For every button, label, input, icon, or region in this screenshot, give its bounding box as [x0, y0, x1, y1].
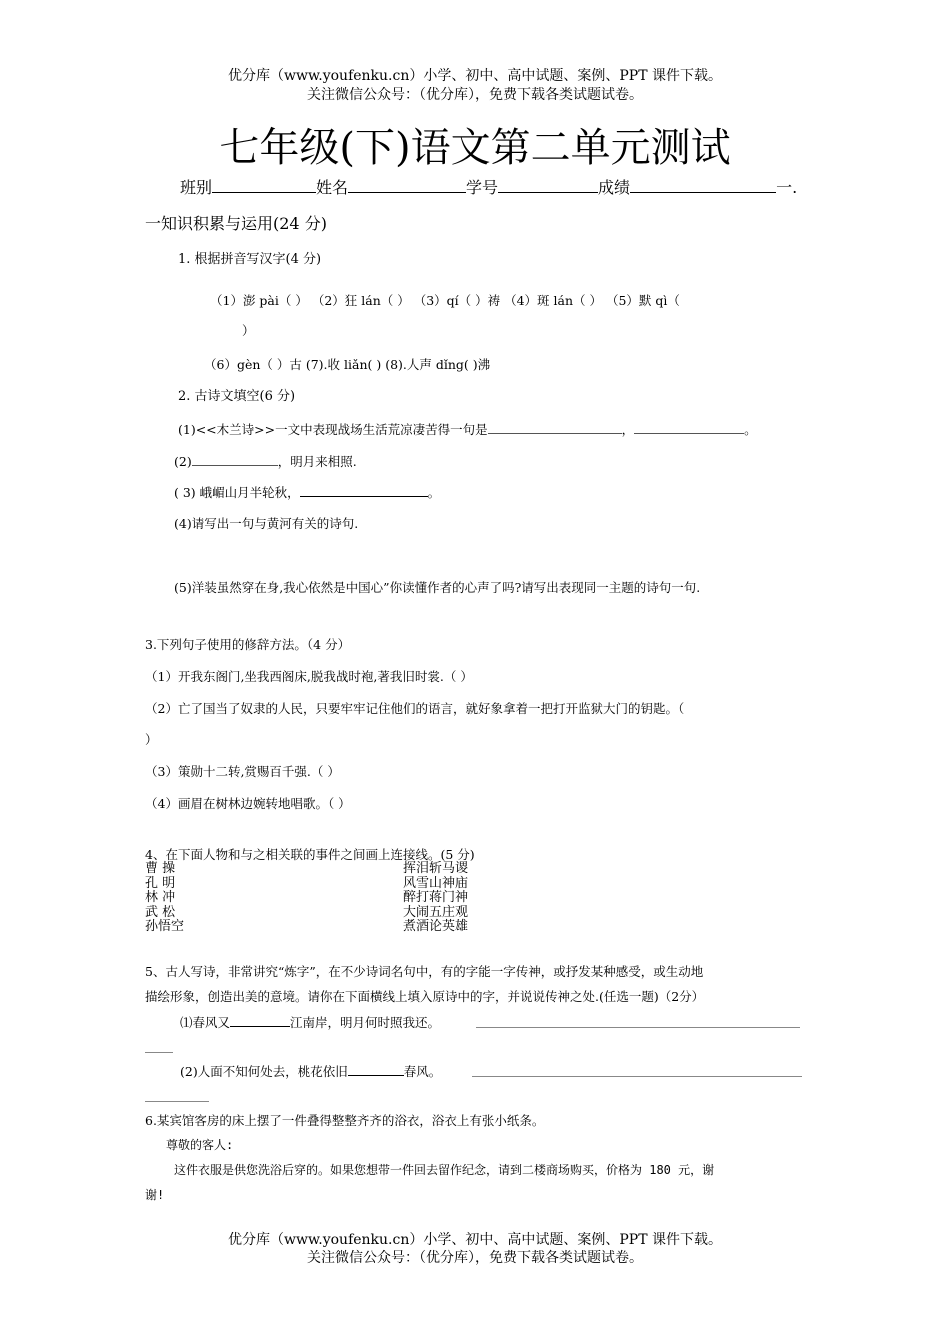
q3-title: 3.下列句子使用的修辞方法。（4 分）	[145, 637, 351, 652]
q3-item-2-cont: ）	[145, 732, 158, 747]
header-line-2: 关注微信公众号：（优分库），免费下载各类试题试卷。	[307, 87, 643, 103]
event-1[interactable]: 挥泪斩马谡	[403, 861, 469, 876]
header-line-1: 优分库（www.youfenku.cn）小学、初中、高中试题、案例、PPT 课件下载。	[227, 68, 722, 84]
q2-p1-sep: ，	[621, 422, 635, 437]
q1-row2: （6）gèn（ ）古 (7).收 liǎn( ) (8).人声 dǐng( )沸	[204, 357, 491, 372]
q5-p1-b: 江南岸，明月何时照我还。	[290, 1015, 441, 1030]
q2-p3-end: 。	[427, 485, 441, 500]
match-row	[145, 920, 468, 935]
q2-p1-blank-b[interactable]	[634, 420, 744, 434]
class-label: 班别	[180, 178, 213, 197]
name-blank[interactable]	[348, 178, 466, 193]
q1-row1-cont: ）	[242, 323, 255, 338]
match-row	[145, 891, 468, 906]
footer-line-1: 优分库（www.youfenku.cn）小学、初中、高中试题、案例、PPT 课件下载。	[227, 1232, 722, 1248]
name-label: 姓名	[316, 178, 349, 197]
q5-p2	[180, 1062, 441, 1080]
q2-p5: (5)洋装虽然穿在身,我心依然是中国心”你读懂作者的心声了吗?请写出表现同一主题的诗句一句.	[174, 580, 701, 595]
q5-p2-b: 春风。	[403, 1064, 442, 1079]
score-label: 成绩	[598, 178, 631, 197]
q2-p2-start: (2)	[174, 454, 192, 469]
q5-p2-answer-line-cont[interactable]	[145, 1101, 209, 1102]
q5-p1-answer-line-cont[interactable]	[145, 1052, 173, 1053]
event-2[interactable]: 风雪山神庙	[403, 875, 469, 891]
number-blank[interactable]	[498, 178, 598, 193]
q3-item-1: （1）开我东阁门,坐我西阁床,脱我战时袍,著我旧时裳.（ ）	[145, 669, 473, 684]
q2-p2	[174, 452, 357, 470]
person-5[interactable]: 孙悟空	[145, 919, 185, 934]
event-5[interactable]: 煮酒论英雄	[403, 919, 469, 934]
class-blank[interactable]	[212, 178, 316, 193]
q2-p1-text: (1)<<木兰诗>>一文中表现战场生活荒凉凄苦得一句是	[178, 422, 488, 437]
q6-body-1: 这件衣服是供您洗浴后穿的。如果您想带一件回去留作纪念，请到二楼商场购买，价格为 180 元，谢	[174, 1163, 715, 1177]
q2-title: 2. 古诗文填空(6 分)	[178, 389, 296, 404]
q6-body-2: 谢!	[145, 1188, 165, 1202]
q5-line-2: 描绘形象，创造出美的意境。请你在下面横线上填入原诗中的字，并说说传神之处.(任选一题)（2分）	[145, 989, 705, 1004]
q3-item-2: （2）亡了国当了奴隶的人民，只要牢牢记住他们的语言，就好象拿着一把打开监狱大门的钥匙。（	[145, 701, 685, 716]
match-row	[145, 906, 468, 921]
q5-line-1: 5、古人写诗，非常讲究“炼字”，在不少诗词名句中，有的字能一字传神，或抒发某种感受，或生动地	[145, 964, 704, 979]
q2-p3-text: ( 3) 峨嵋山月半轮秋，	[174, 485, 300, 500]
q2-p2-text: ，明月来相照.	[277, 454, 357, 469]
q5-p2-blank[interactable]	[348, 1062, 404, 1076]
person-4[interactable]: 武 松	[145, 904, 176, 920]
q2-p3	[174, 483, 440, 501]
event-4[interactable]: 大闹五庄观	[403, 904, 469, 920]
q1-row1: （1）澎 pài（ ） （2）狂 lán（ ） （3）qí（ ）祷 （4）斑 lán（ ） （5）默 qì（	[210, 293, 680, 308]
page-title: 七年级(下)语文第二单元测试	[219, 125, 731, 171]
q6-line-1: 6.某宾馆客房的床上摆了一件叠得整整齐齐的浴衣，浴衣上有张小纸条。	[145, 1113, 545, 1128]
person-3[interactable]: 林 冲	[145, 890, 176, 905]
q5-p2-answer-line[interactable]	[472, 1076, 802, 1077]
number-label: 学号	[466, 178, 499, 197]
person-2[interactable]: 孔 明	[145, 875, 176, 891]
q1-title: 1. 根据拼音写汉字(4 分)	[178, 252, 322, 267]
match-table	[145, 862, 468, 935]
score-blank[interactable]	[630, 178, 776, 193]
q3-item-4: （4）画眉在树林边婉转地唱歌。（ ）	[145, 796, 351, 811]
q2-p4: (4)请写出一句与黄河有关的诗句.	[174, 516, 359, 531]
q2-p1-end: 。	[744, 422, 757, 437]
q2-p3-blank[interactable]	[300, 483, 428, 497]
info-tail: 一.	[776, 178, 798, 197]
q5-p1-blank[interactable]	[230, 1013, 290, 1027]
q2-p2-blank[interactable]	[192, 452, 278, 466]
q3-item-3: （3）策勋十二转,赏赐百千强.（ ）	[145, 764, 340, 779]
q5-p1-a: ⑴春风又	[180, 1015, 231, 1030]
q5-p1-answer-line[interactable]	[476, 1027, 800, 1028]
footer-line-2: 关注微信公众号：（优分库），免费下载各类试题试卷。	[307, 1250, 643, 1266]
q4-title: 4、在下面人物和与之相关联的事件之间画上连接线。(5 分)	[145, 847, 475, 862]
q5-p1	[180, 1013, 440, 1031]
q5-p2-a: (2)人面不知何处去，桃花依旧	[180, 1064, 348, 1079]
info-line	[180, 178, 797, 198]
match-row	[145, 862, 468, 877]
q6-greeting: 尊敬的客人:	[166, 1138, 234, 1152]
q2-p1	[178, 420, 757, 438]
match-row	[145, 877, 468, 892]
section1-title: 一知识积累与运用(24 分)	[145, 214, 327, 233]
q2-p1-blank-a[interactable]	[488, 420, 622, 434]
event-3[interactable]: 醉打蒋门神	[403, 890, 469, 905]
person-1[interactable]: 曹 操	[145, 861, 176, 876]
